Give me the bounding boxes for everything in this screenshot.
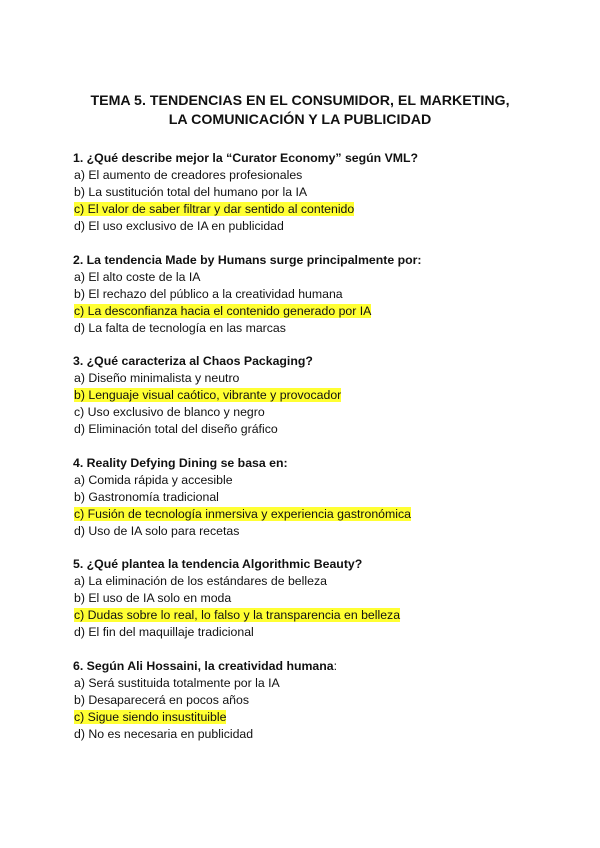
option-d: d) La falta de tecnología en las marcas xyxy=(74,321,286,335)
option-c: c) Uso exclusivo de blanco y negro xyxy=(74,405,265,419)
question-text: 4. Reality Defying Dining se basa en: xyxy=(73,456,288,470)
question-3 xyxy=(73,353,341,438)
option-d: d) No es necesaria en publicidad xyxy=(74,727,254,741)
question-text: 3. ¿Qué caracteriza al Chaos Packaging? xyxy=(73,354,313,368)
option-a: a) Será sustituida totalmente por la IA xyxy=(74,676,280,690)
title-line-1: TEMA 5. TENDENCIAS EN EL CONSUMIDOR, EL MARKETING, xyxy=(90,93,510,109)
option-d: d) Uso de IA solo para recetas xyxy=(74,524,240,538)
option-c-highlighted: c) El valor de saber filtrar y dar sentido al contenido xyxy=(74,202,355,216)
option-d: d) Eliminación total del diseño gráfico xyxy=(74,422,278,436)
option-b: b) La sustitución total del humano por la IA xyxy=(74,185,308,199)
option-c-highlighted: c) La desconfianza hacia el contenido generado por IA xyxy=(74,304,372,318)
question-4 xyxy=(73,455,411,540)
option-c-highlighted: c) Sigue siendo insustituible xyxy=(74,710,227,724)
question-text: 1. ¿Qué describe mejor la “Curator Economy” según VML? xyxy=(73,151,419,165)
question-text: 2. La tendencia Made by Humans surge principalmente por: xyxy=(73,253,422,267)
question-6 xyxy=(73,658,337,743)
option-a: a) El alto coste de la IA xyxy=(74,270,201,284)
option-a: a) La eliminación de los estándares de belleza xyxy=(74,574,327,588)
option-b: b) Gastronomía tradicional xyxy=(74,490,219,504)
option-b-highlighted: b) Lenguaje visual caótico, vibrante y provocador xyxy=(74,388,342,402)
option-a: a) Comida rápida y accesible xyxy=(74,473,233,487)
option-d: d) El uso exclusivo de IA en publicidad xyxy=(74,219,284,233)
question-2 xyxy=(73,252,422,337)
option-a: a) El aumento de creadores profesionales xyxy=(74,168,303,182)
question-5 xyxy=(73,556,400,641)
option-b: b) Desaparecerá en pocos años xyxy=(74,693,249,707)
page-title xyxy=(0,92,600,130)
question-text: 6. Según Ali Hossaini, la creatividad humana: xyxy=(73,659,338,673)
option-b: b) El rechazo del público a la creatividad humana xyxy=(74,287,343,301)
option-d: d) El fin del maquillaje tradicional xyxy=(74,625,254,639)
option-c-highlighted: c) Dudas sobre lo real, lo falso y la transparencia en belleza xyxy=(74,608,401,622)
question-1 xyxy=(73,150,418,235)
option-a: a) Diseño minimalista y neutro xyxy=(74,371,240,385)
title-line-2: LA COMUNICACIÓN Y LA PUBLICIDAD xyxy=(168,112,432,128)
question-text: 5. ¿Qué plantea la tendencia Algorithmic Beauty? xyxy=(73,557,363,571)
option-c-highlighted: c) Fusión de tecnología inmersiva y experiencia gastronómica xyxy=(74,507,411,521)
option-b: b) El uso de IA solo en moda xyxy=(74,591,232,605)
